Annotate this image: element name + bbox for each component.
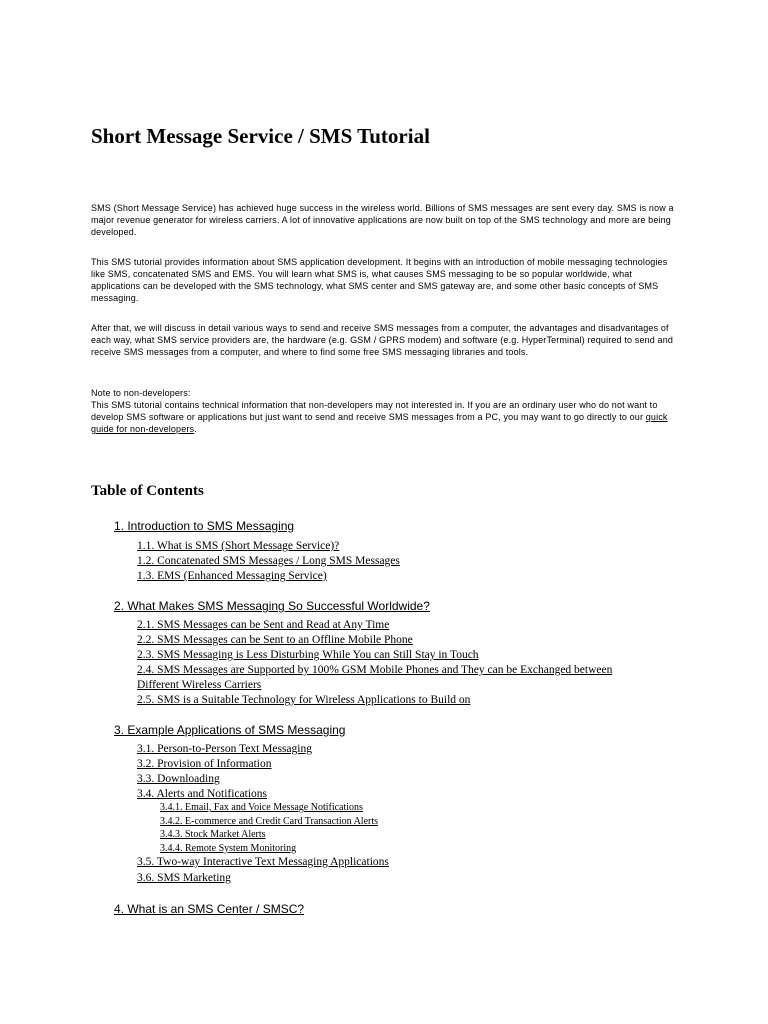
toc-section-1[interactable]: 1. Introduction to SMS Messaging	[114, 519, 295, 533]
toc-item-3-3[interactable]: 3.3. Downloading	[137, 773, 220, 785]
toc-item-2-4-continued[interactable]: Different Wireless Carriers	[137, 679, 262, 691]
note-end: .	[194, 424, 197, 434]
toc-item-2-4[interactable]: 2.4. SMS Messages are Supported by 100% GSM Mobile Phones and They can be Exchanged between	[137, 664, 613, 676]
toc-item-2-2[interactable]: 2.2. SMS Messages can be Sent to an Offline Mobile Phone	[137, 634, 413, 646]
toc-item-1-3[interactable]: 1.3. EMS (Enhanced Messaging Service)	[137, 570, 327, 582]
details-paragraph: After that, we will discuss in detail various ways to send and receive SMS messages from a computer, the advantages and disadvantages of each way, what SMS service providers are, the hardware (e.g. GSM / GPRS modem) and software (e.g. HyperTerminal) required to send and receive SMS messages from a computer, and where to find some free SMS messaging libraries and tools.	[91, 323, 674, 357]
toc-item-3-4[interactable]: 3.4. Alerts and Notifications	[137, 788, 267, 800]
toc-heading: Table of Contents	[91, 483, 204, 499]
toc-item-3-4-3[interactable]: 3.4.3. Stock Market Alerts	[160, 829, 266, 840]
toc-item-3-1[interactable]: 3.1. Person-to-Person Text Messaging	[137, 743, 312, 755]
toc-item-3-2[interactable]: 3.2. Provision of Information	[137, 758, 272, 770]
toc-item-3-4-4[interactable]: 3.4.4. Remote System Monitoring	[160, 843, 297, 854]
note-paragraph	[91, 387, 676, 435]
toc-item-1-2[interactable]: 1.2. Concatenated SMS Messages / Long SMS Messages	[137, 555, 400, 567]
toc-item-3-4-2[interactable]: 3.4.2. E-commerce and Credit Card Transaction Alerts	[160, 816, 379, 827]
overview-paragraph: This SMS tutorial provides information about SMS application development. It begins with an introduction of mobile messaging technologies like SMS, concatenated SMS and EMS. You will learn what SMS is, what causes SMS messaging to be so popular worldwide, what applications can be developed with the SMS technology, what SMS center and SMS gateway are, and some other basic concepts of SMS messaging.	[91, 257, 668, 303]
toc-section-3[interactable]: 3. Example Applications of SMS Messaging	[114, 723, 346, 737]
note-text: This SMS tutorial contains technical information that non-developers may not interested in. If you are an ordinary user who do not want to develop SMS software or applications but just want to send and receive SMS messages from a PC, you may want to go directly to our	[91, 400, 658, 422]
quick-guide-link[interactable]: quick guide for non-developers	[91, 412, 668, 434]
toc-item-2-5[interactable]: 2.5. SMS is a Suitable Technology for Wireless Applications to Build on	[137, 694, 471, 706]
toc-section-4[interactable]: 4. What is an SMS Center / SMSC?	[114, 902, 305, 916]
toc-item-2-1[interactable]: 2.1. SMS Messages can be Sent and Read at Any Time	[137, 619, 390, 631]
toc-item-1-1[interactable]: 1.1. What is SMS (Short Message Service)?	[137, 540, 340, 552]
toc-item-3-5[interactable]: 3.5. Two-way Interactive Text Messaging Applications	[137, 856, 389, 868]
page-title: Short Message Service / SMS Tutorial	[91, 124, 430, 148]
intro-paragraph: SMS (Short Message Service) has achieved huge success in the wireless world. Billions of SMS messages are sent every day. SMS is now a major revenue generator for wireless carriers. A lot of innovative applications are now built on top of the SMS technology and more are being developed.	[91, 203, 674, 237]
toc-section-2[interactable]: 2. What Makes SMS Messaging So Successful Worldwide?	[114, 599, 430, 613]
note-heading: Note to non-developers:	[91, 388, 191, 398]
toc-item-2-3[interactable]: 2.3. SMS Messaging is Less Disturbing While You can Still Stay in Touch	[137, 649, 479, 661]
toc-item-3-4-1[interactable]: 3.4.1. Email, Fax and Voice Message Notifications	[160, 802, 363, 813]
toc-item-3-6[interactable]: 3.6. SMS Marketing	[137, 872, 231, 884]
